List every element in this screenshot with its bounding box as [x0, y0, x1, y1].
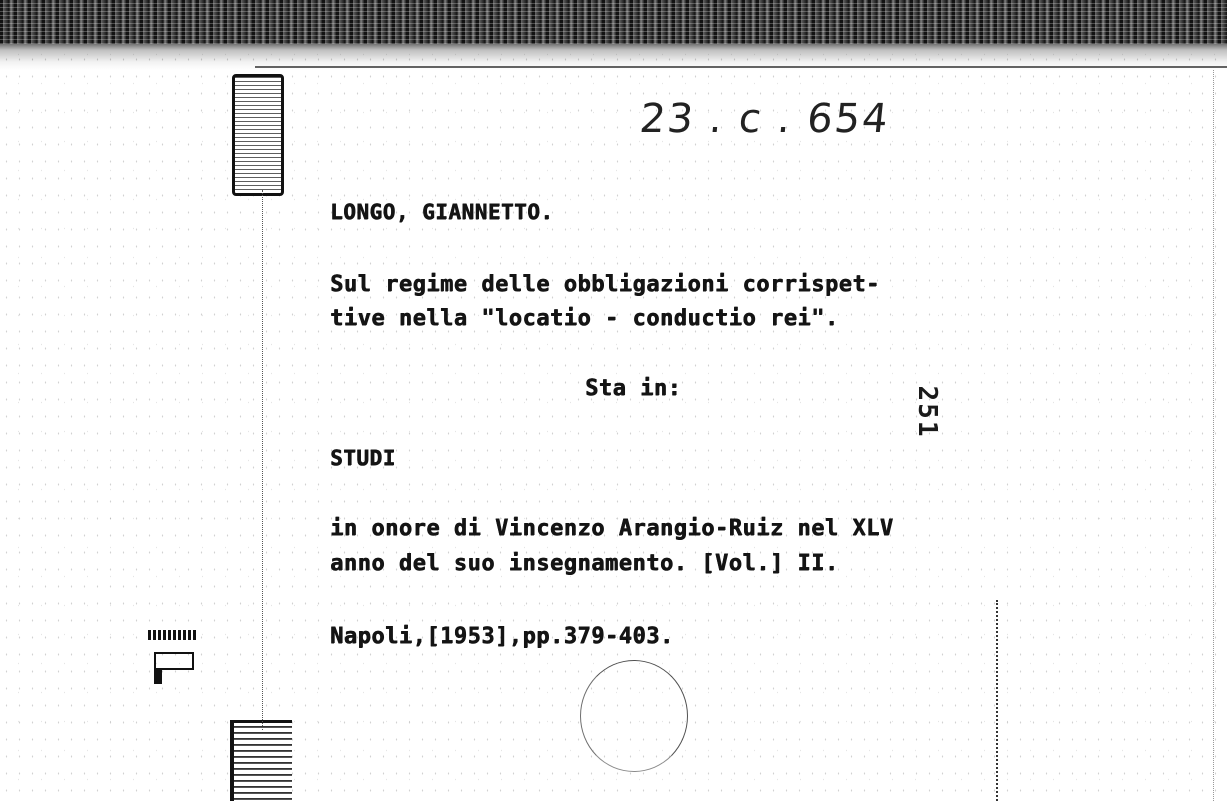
title-line-1: Sul regime delle obbligazioni corrispet- [330, 272, 880, 297]
imprint: Napoli,[1953],pp.379-403. [330, 624, 674, 649]
margin-mark [148, 628, 196, 684]
punch-hole [580, 660, 688, 772]
card-top-edge [255, 66, 1227, 68]
sta-in-label: Sta in: [585, 376, 682, 401]
binder-tab-bottom [230, 720, 292, 801]
series-description-line-1: in onore di Vincenzo Arangio-Ruiz nel XLV [330, 516, 894, 541]
scan-top-band [0, 0, 1227, 44]
card-left-edge [262, 190, 263, 730]
series-description-line-2: anno del suo insegnamento. [Vol.] II. [330, 551, 839, 576]
author-heading: LONGO, GIANNETTO. [330, 200, 554, 224]
scan-right-edge [1213, 70, 1214, 801]
series-title: STUDI [330, 446, 396, 470]
card-right-edge [996, 600, 998, 801]
shelfmark: 23 . c . 654 [637, 96, 892, 142]
binder-tab-top [232, 74, 284, 196]
stamp-number: 251 [912, 385, 942, 439]
title-line-2: tive nella "locatio - conductio rei". [330, 306, 839, 331]
